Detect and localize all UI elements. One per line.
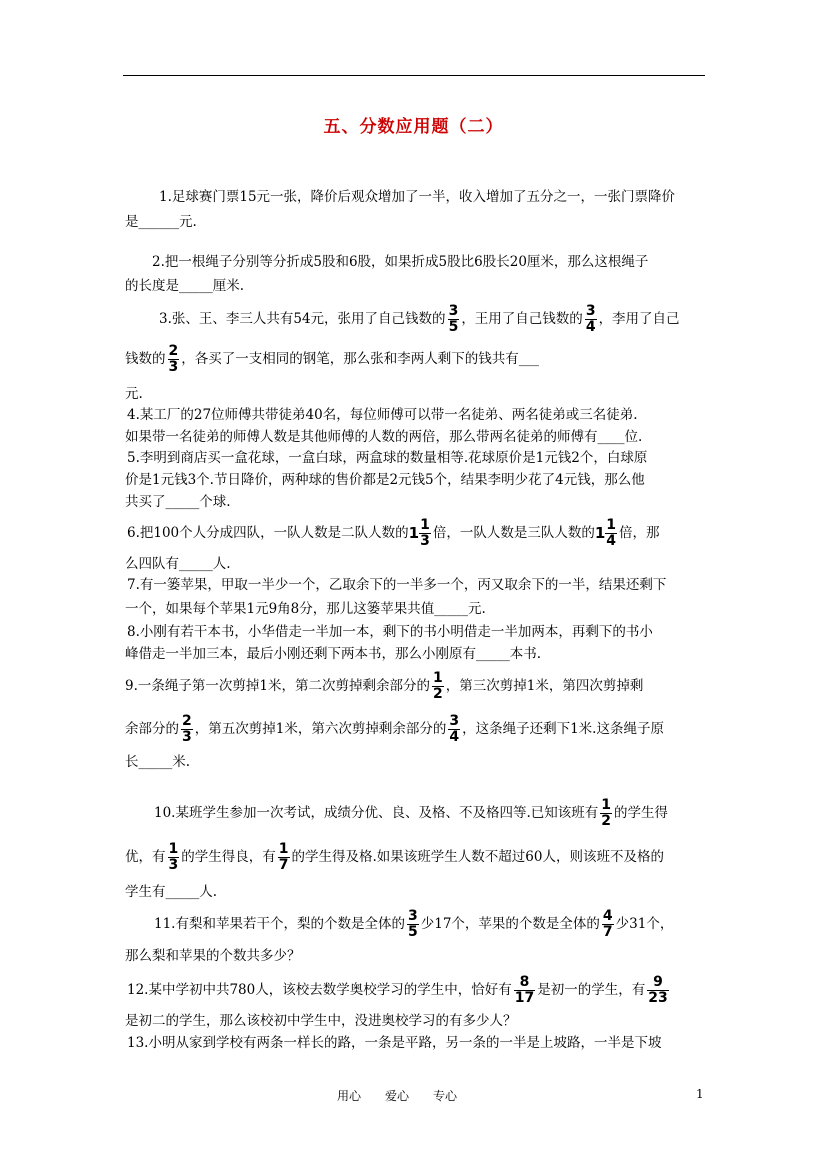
fraction-1-2: $\frac{1}{2}$ bbox=[601, 796, 612, 829]
problem-9-line-3: 长_____米. bbox=[125, 754, 191, 770]
fraction-1-2: $\frac{1}{2}$ bbox=[432, 669, 443, 702]
problem-4-line-1: 4.某工厂的27位师傅共带徒弟40名，每位师傅可以带一名徒弟、两名徒弟或三名徒弟. bbox=[127, 407, 638, 423]
problem-8-line-1: 8.小刚有若干本书，小华借走一半加一本，剩下的书小明借走一半加两本，再剩下的书小 bbox=[127, 624, 653, 640]
page-number: 1 bbox=[696, 1087, 704, 1101]
fraction-1-7: $\frac{1}{7}$ bbox=[278, 840, 289, 873]
fraction-3-5: $\frac{3}{5}$ bbox=[407, 907, 418, 940]
problem-3-text-c: ，李用了自己 bbox=[598, 311, 680, 327]
problem-9-text-d: ，第五次剪掉1米，第六次剪掉剩余部分的 bbox=[194, 721, 447, 737]
problem-11-line-2: 那么梨和苹果的个数共多少？ bbox=[125, 948, 301, 964]
fraction-9-23: $\frac{9}{23}$ bbox=[648, 973, 668, 1006]
footer-motto: 用心 爱心 专心 bbox=[337, 1089, 458, 1103]
problem-6-line-2: 么四队有_____人. bbox=[125, 556, 231, 572]
fraction-2-3: $\frac{2}{3}$ bbox=[182, 712, 192, 745]
fraction-4-7: $\frac{4}{7}$ bbox=[602, 907, 613, 940]
problem-5-line-2: 价是1元钱3个.节日降价，两种球的售价都是2元钱5个，结果李明少花了4元钱，那么他 bbox=[125, 472, 645, 488]
problem-9-text-a: 9.一条绳子第一次剪掉1米，第二次剪掉剩余部分的 bbox=[125, 678, 430, 694]
problem-3-text-a: 3.张、王、李三人共有54元，张用了自己钱数的 bbox=[159, 311, 446, 327]
mixed-number-1-1-3: 1 bbox=[408, 524, 420, 542]
problem-3-text-b: ，王用了自己钱数的 bbox=[461, 311, 583, 327]
fraction-2-3: $\frac{2}{3}$ bbox=[168, 342, 179, 375]
fraction-1-3: $\frac{1}{3}$ bbox=[168, 840, 179, 873]
problem-2-line-2: 的长度是_____厘米. bbox=[125, 278, 245, 294]
problem-9-text-e: ，这条绳子还剩下1米.这条绳子原 bbox=[462, 721, 664, 737]
problem-11-text-b: 少17个，苹果的个数是全体的 bbox=[420, 916, 600, 932]
problem-6-text-a: 6.把100个人分成四队，一队人数是二队人数的 bbox=[127, 525, 409, 541]
problem-10-line-3: 学生有_____人. bbox=[125, 884, 218, 900]
problem-10-text-d: 的学生得良，有 bbox=[181, 849, 276, 865]
problem-10-text-e: 的学生得及格.如果该班学生人数不超过60人，则该班不及格的 bbox=[291, 849, 664, 865]
problem-9-text-c: 余部分的 bbox=[125, 721, 179, 737]
problem-13-line-1: 13.小明从家到学校有两条一样长的路，一条是平路，另一条的一半是上坡路，一半是下坡 bbox=[127, 1035, 662, 1051]
problem-5-line-1: 5.李明到商店买一盒花球，一盒白球，两盒球的数量相等.花球原价是1元钱2个，白球原 bbox=[127, 450, 648, 466]
fraction-3-4: $\frac{3}{4}$ bbox=[585, 302, 596, 335]
problem-7-line-2: 一个，如果每个苹果1元9角8分，那儿这篓苹果共值_____元. bbox=[125, 601, 486, 617]
problem-11-text-c: 少31个， bbox=[615, 916, 674, 932]
problem-6-text-c: 倍，那 bbox=[619, 525, 660, 541]
problem-10-text-c: 优，有 bbox=[125, 849, 166, 865]
problem-10-text-a: 10.某班学生参加一次考试，成绩分优、良、及格、不及格四等.已知该班有 bbox=[154, 805, 599, 821]
problem-1-line-2: 是______元. bbox=[125, 214, 197, 230]
problem-11-text-a: 11.有梨和苹果若干个，梨的个数是全体的 bbox=[154, 916, 405, 932]
problem-3-text-d: 钱数的 bbox=[125, 351, 166, 367]
problem-6-text-b: 倍，一队人数是三队人数的 bbox=[432, 525, 595, 541]
fraction-3-4: $\frac{3}{4}$ bbox=[449, 712, 460, 745]
page-title: 五、分数应用题（二） bbox=[323, 117, 504, 137]
problem-10-text-b: 的学生得 bbox=[614, 805, 669, 821]
problem-1-line-1: 1.足球赛门票15元一张，降价后观众增加了一半，收入增加了五分之一，一张门票降价 bbox=[159, 189, 676, 205]
problem-12-text-b: 是初一的学生，有 bbox=[537, 982, 646, 998]
fraction-3-5: $\frac{3}{5}$ bbox=[448, 302, 459, 335]
problem-2-line-1: 2.把一根绳子分别等分折成5股和6股，如果折成5股比6股长20厘米，那么这根绳子 bbox=[152, 254, 649, 270]
fraction-1-4: $\frac{1}{4}$ bbox=[606, 516, 617, 549]
problem-7-line-1: 7.有一篓苹果，甲取一半少一个，乙取余下的一半多一个，丙又取余下的一半，结果还剩下 bbox=[127, 577, 667, 593]
problem-3-text-f: 元. bbox=[125, 386, 143, 402]
problem-9-text-b: ，第三次剪掉1米，第四次剪掉剩 bbox=[445, 678, 644, 694]
fraction-1-3: $\frac{1}{3}$ bbox=[420, 516, 430, 549]
fraction-8-17: $\frac{8}{17}$ bbox=[514, 973, 535, 1006]
mixed-number-1-1-4: 1 bbox=[594, 524, 606, 542]
problem-8-line-2: 峰借走一半加三本，最后小刚还剩下两本书，那么小刚原有_____本书. bbox=[125, 646, 542, 662]
problem-4-line-2: 如果带一名徒弟的师傅人数是其他师傅的人数的两倍，那么带两名徒弟的师傅有____位. bbox=[125, 429, 643, 445]
problem-3-text-e: ，各买了一支相同的钢笔，那么张和李两人剩下的钱共有___ bbox=[181, 351, 539, 367]
problem-12-text-a: 12.某中学初中共780人，该校去数学奥校学习的学生中，恰好有 bbox=[127, 982, 512, 998]
problem-12-line-2: 是初二的学生，那么该校初中学生中，没进奥校学习的有多少人？ bbox=[125, 1013, 517, 1029]
header-rule bbox=[123, 75, 705, 76]
problem-5-line-3: 共买了_____个球. bbox=[125, 494, 231, 510]
